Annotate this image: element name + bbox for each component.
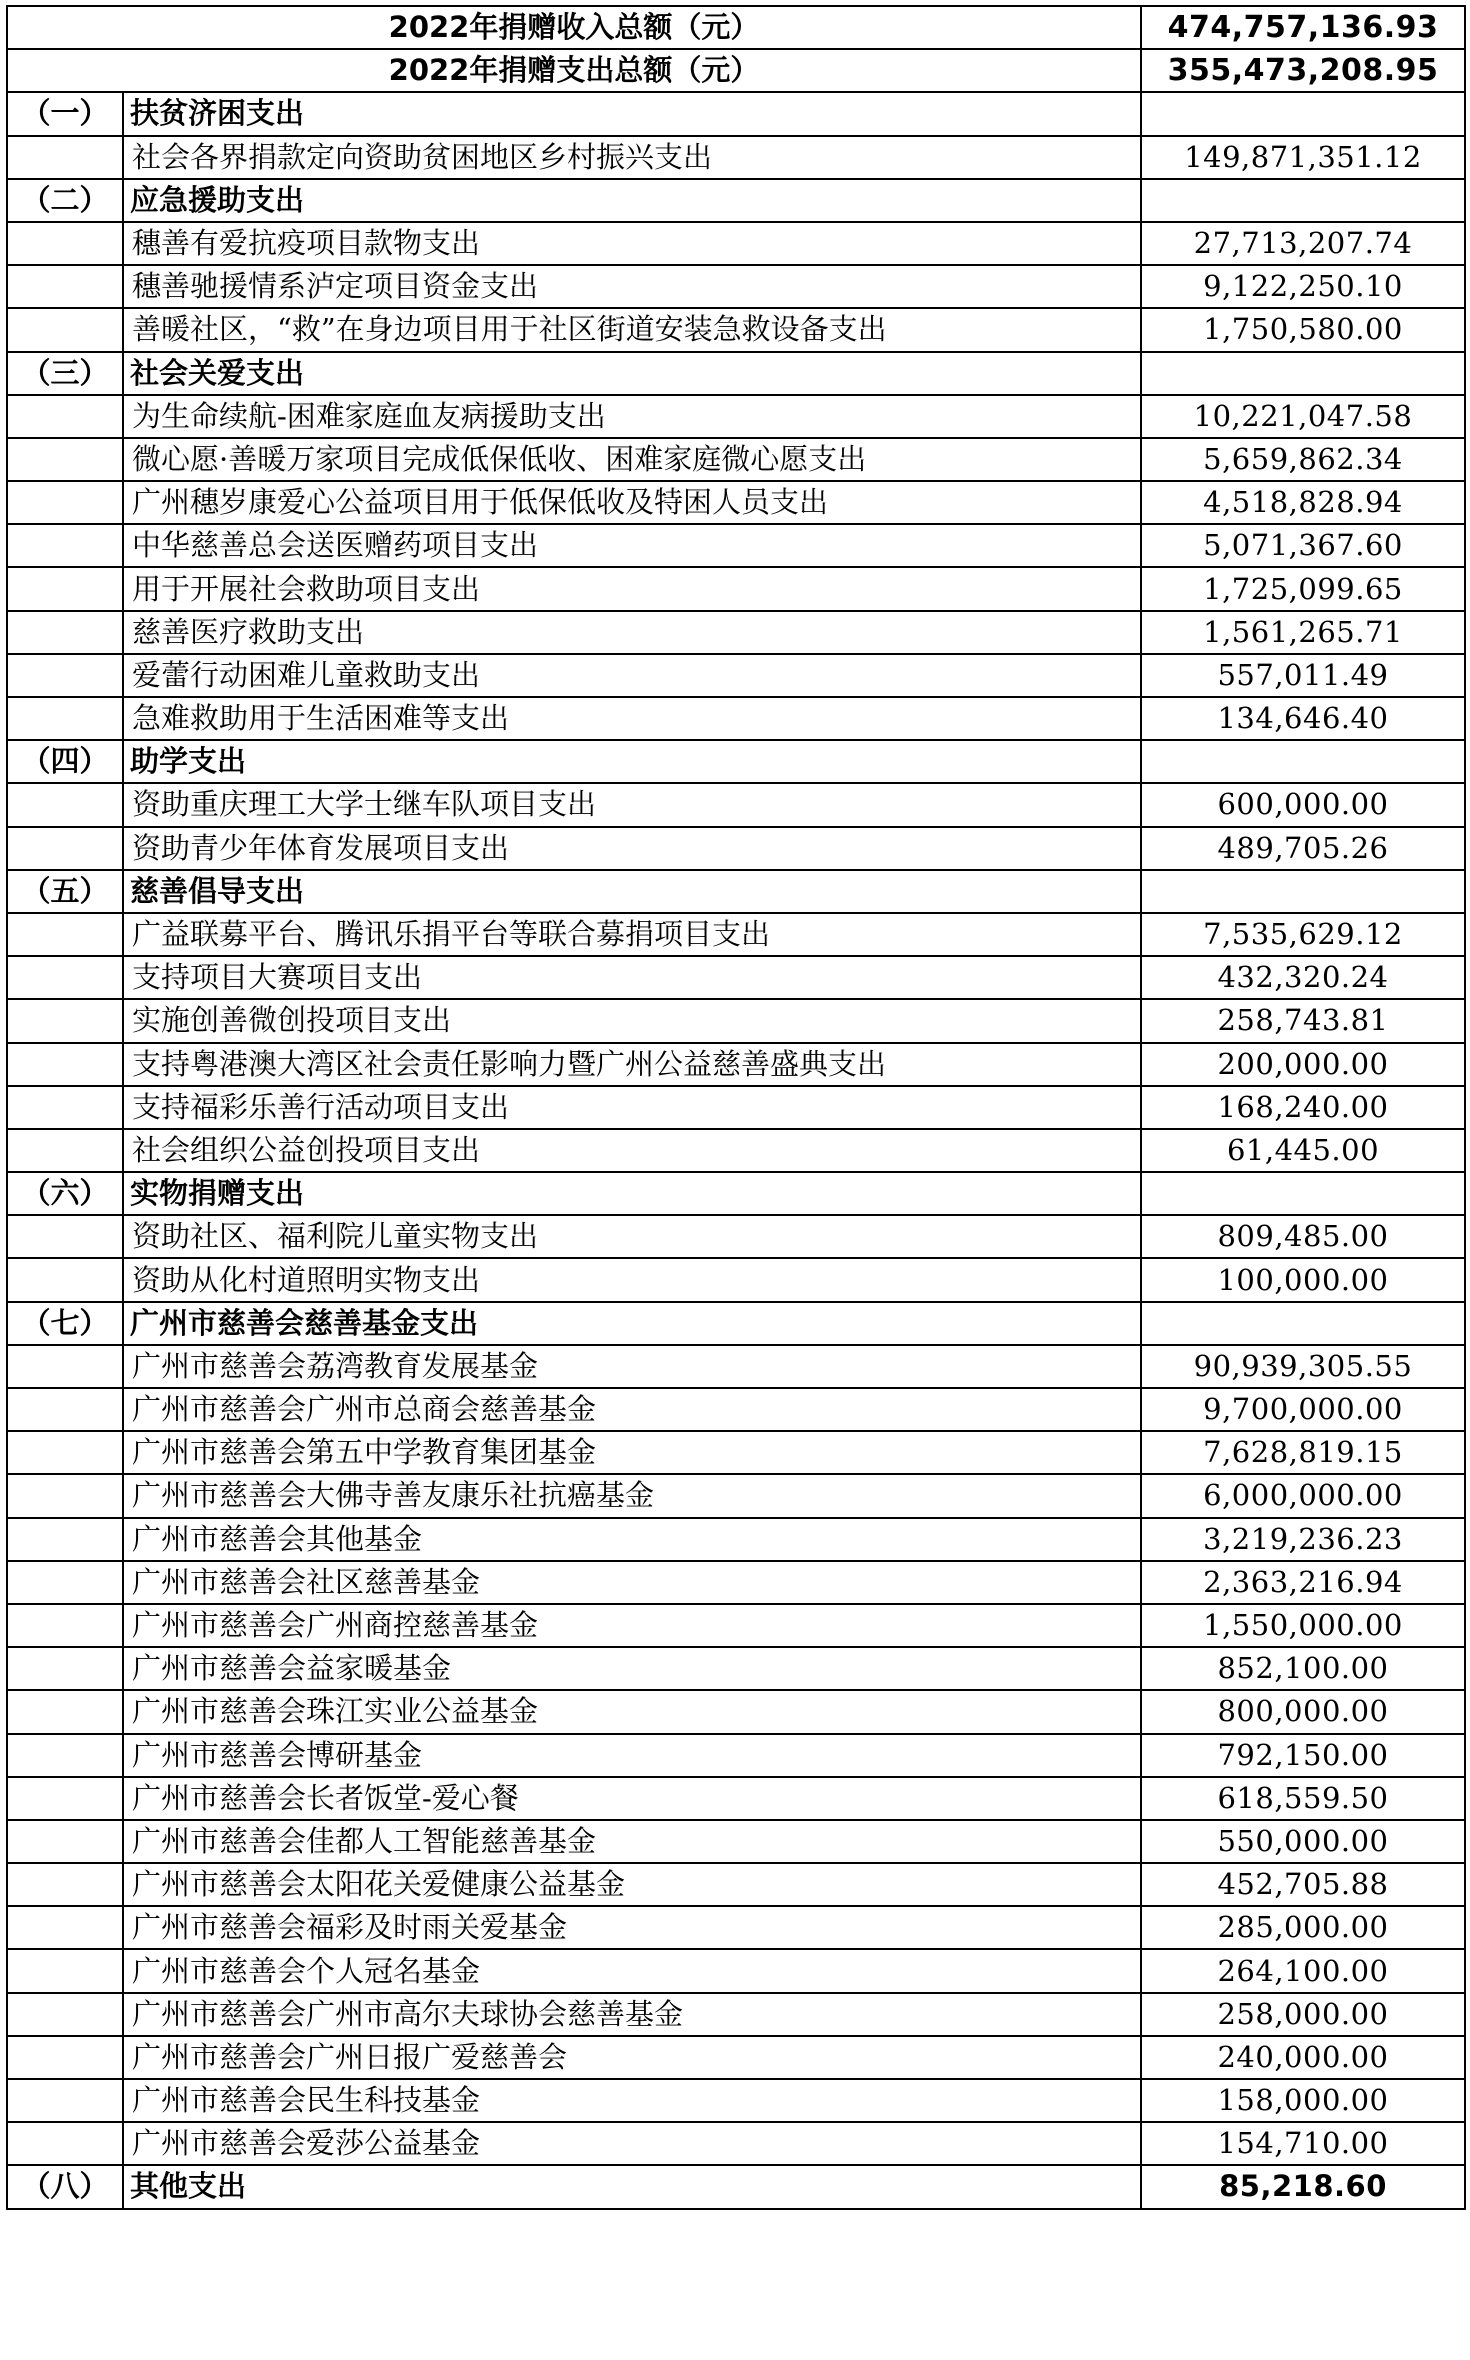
- item-amount: 158,000.00: [1141, 2079, 1465, 2122]
- item-name: 社会组织公益创投项目支出: [123, 1129, 1141, 1172]
- item-index-cell: [7, 1949, 123, 1992]
- category-number: （五）: [7, 870, 123, 913]
- item-index-cell: [7, 2079, 123, 2122]
- category-title: 应急援助支出: [123, 179, 1141, 222]
- item-name: 广州市慈善会大佛寺善友康乐社抗癌基金: [123, 1474, 1141, 1517]
- item-name: 广州市慈善会广州日报广爱慈善会: [123, 2036, 1141, 2079]
- item-name: 资助从化村道照明实物支出: [123, 1258, 1141, 1301]
- item-amount: 1,550,000.00: [1141, 1604, 1465, 1647]
- item-index-cell: [7, 524, 123, 567]
- table-row: [7, 1518, 1465, 1561]
- item-amount: 1,725,099.65: [1141, 567, 1465, 610]
- item-name: 广州市慈善会益家暖基金: [123, 1647, 1141, 1690]
- item-name: 广州市慈善会荔湾教育发展基金: [123, 1345, 1141, 1388]
- category-title: 实物捐赠支出: [123, 1172, 1141, 1215]
- item-amount: 3,219,236.23: [1141, 1518, 1465, 1561]
- item-name: 广州市慈善会珠江实业公益基金: [123, 1690, 1141, 1733]
- category-number: （四）: [7, 740, 123, 783]
- item-name: 广州市慈善会广州商控慈善基金: [123, 1604, 1141, 1647]
- item-amount: 618,559.50: [1141, 1777, 1465, 1820]
- item-amount: 264,100.00: [1141, 1949, 1465, 1992]
- category-amount: [1141, 870, 1465, 913]
- table-row: [7, 438, 1465, 481]
- table-row: [7, 136, 1465, 179]
- table-row: [7, 2079, 1465, 2122]
- category-title: 其他支出: [123, 2165, 1141, 2208]
- item-amount: 1,750,580.00: [1141, 308, 1465, 351]
- item-index-cell: [7, 1345, 123, 1388]
- table-row: [7, 1258, 1465, 1301]
- table-row: [7, 1215, 1465, 1258]
- item-name: 广州市慈善会博研基金: [123, 1734, 1141, 1777]
- item-name: 支持福彩乐善行活动项目支出: [123, 1086, 1141, 1129]
- item-index-cell: [7, 481, 123, 524]
- table-row: [7, 783, 1465, 826]
- item-name: 资助青少年体育发展项目支出: [123, 827, 1141, 870]
- item-index-cell: [7, 956, 123, 999]
- item-name: 微心愿·善暖万家项目完成低保低收、困难家庭微心愿支出: [123, 438, 1141, 481]
- table-row: [7, 1777, 1465, 1820]
- item-amount: 10,221,047.58: [1141, 395, 1465, 438]
- item-index-cell: [7, 1690, 123, 1733]
- table-row: [7, 1086, 1465, 1129]
- item-name: 支持项目大赛项目支出: [123, 956, 1141, 999]
- item-name: 善暖社区，“救”在身边项目用于社区街道安装急救设备支出: [123, 308, 1141, 351]
- item-index-cell: [7, 1474, 123, 1517]
- table-row: [7, 697, 1465, 740]
- table-row: [7, 999, 1465, 1042]
- total-amount: 355,473,208.95: [1141, 49, 1465, 92]
- item-index-cell: [7, 2122, 123, 2165]
- category-amount: 85,218.60: [1141, 2165, 1465, 2208]
- item-name: 广州市慈善会广州市高尔夫球协会慈善基金: [123, 1993, 1141, 2036]
- table-row: [7, 395, 1465, 438]
- item-amount: 258,000.00: [1141, 1993, 1465, 2036]
- item-index-cell: [7, 913, 123, 956]
- item-index-cell: [7, 1863, 123, 1906]
- item-index-cell: [7, 783, 123, 826]
- item-amount: 240,000.00: [1141, 2036, 1465, 2079]
- table-row: [7, 1906, 1465, 1949]
- item-name: 穗善驰援情系泸定项目资金支出: [123, 265, 1141, 308]
- item-index-cell: [7, 1518, 123, 1561]
- table-row: [7, 956, 1465, 999]
- item-index-cell: [7, 1561, 123, 1604]
- item-name: 广州市慈善会个人冠名基金: [123, 1949, 1141, 1992]
- donation-table: [6, 5, 1466, 2210]
- item-index-cell: [7, 1431, 123, 1474]
- donation-report-sheet: [6, 5, 1466, 2210]
- category-title: 扶贫济困支出: [123, 92, 1141, 135]
- item-amount: 149,871,351.12: [1141, 136, 1465, 179]
- item-amount: 489,705.26: [1141, 827, 1465, 870]
- item-amount: 452,705.88: [1141, 1863, 1465, 1906]
- item-amount: 7,535,629.12: [1141, 913, 1465, 956]
- item-amount: 600,000.00: [1141, 783, 1465, 826]
- item-amount: 61,445.00: [1141, 1129, 1465, 1172]
- category-number: （八）: [7, 2165, 123, 2208]
- table-row: [7, 1345, 1465, 1388]
- item-name: 资助社区、福利院儿童实物支出: [123, 1215, 1141, 1258]
- category-row: [7, 870, 1465, 913]
- total-label: 2022年捐赠支出总额（元）: [7, 49, 1141, 92]
- table-row: [7, 1474, 1465, 1517]
- item-index-cell: [7, 265, 123, 308]
- item-index-cell: [7, 1993, 123, 2036]
- table-row: [7, 1561, 1465, 1604]
- table-body: [7, 6, 1465, 2209]
- item-index-cell: [7, 308, 123, 351]
- category-amount: [1141, 1302, 1465, 1345]
- item-amount: 5,071,367.60: [1141, 524, 1465, 567]
- item-name: 社会各界捐款定向资助贫困地区乡村振兴支出: [123, 136, 1141, 179]
- item-name: 广益联募平台、腾讯乐捐平台等联合募捐项目支出: [123, 913, 1141, 956]
- item-name: 支持粤港澳大湾区社会责任影响力暨广州公益慈善盛典支出: [123, 1043, 1141, 1086]
- item-amount: 2,363,216.94: [1141, 1561, 1465, 1604]
- table-row: [7, 1734, 1465, 1777]
- table-row: [7, 1949, 1465, 1992]
- item-name: 广州市慈善会社区慈善基金: [123, 1561, 1141, 1604]
- item-index-cell: [7, 611, 123, 654]
- item-name: 广州市慈善会福彩及时雨关爱基金: [123, 1906, 1141, 1949]
- table-row: [7, 1690, 1465, 1733]
- item-amount: 6,000,000.00: [1141, 1474, 1465, 1517]
- item-index-cell: [7, 1604, 123, 1647]
- item-amount: 5,659,862.34: [1141, 438, 1465, 481]
- table-row: [7, 611, 1465, 654]
- item-index-cell: [7, 654, 123, 697]
- item-name: 为生命续航-困难家庭血友病援助支出: [123, 395, 1141, 438]
- table-row: [7, 1647, 1465, 1690]
- item-index-cell: [7, 222, 123, 265]
- category-number: （七）: [7, 1302, 123, 1345]
- category-amount: [1141, 1172, 1465, 1215]
- item-index-cell: [7, 1777, 123, 1820]
- table-row: [7, 524, 1465, 567]
- item-index-cell: [7, 1734, 123, 1777]
- table-row: [7, 222, 1465, 265]
- table-row: [7, 2036, 1465, 2079]
- item-name: 中华慈善总会送医赠药项目支出: [123, 524, 1141, 567]
- item-amount: 9,700,000.00: [1141, 1388, 1465, 1431]
- item-name: 广州市慈善会民生科技基金: [123, 2079, 1141, 2122]
- total-label: 2022年捐赠收入总额（元）: [7, 6, 1141, 49]
- table-row: [7, 2122, 1465, 2165]
- item-index-cell: [7, 1129, 123, 1172]
- item-amount: 168,240.00: [1141, 1086, 1465, 1129]
- category-title: 助学支出: [123, 740, 1141, 783]
- item-name: 用于开展社会救助项目支出: [123, 567, 1141, 610]
- item-amount: 792,150.00: [1141, 1734, 1465, 1777]
- item-amount: 100,000.00: [1141, 1258, 1465, 1301]
- table-row: [7, 1820, 1465, 1863]
- item-amount: 800,000.00: [1141, 1690, 1465, 1733]
- category-amount: [1141, 352, 1465, 395]
- table-row: [7, 1863, 1465, 1906]
- item-index-cell: [7, 438, 123, 481]
- table-row: [7, 265, 1465, 308]
- item-amount: 7,628,819.15: [1141, 1431, 1465, 1474]
- item-amount: 134,646.40: [1141, 697, 1465, 740]
- item-index-cell: [7, 1258, 123, 1301]
- category-row: [7, 92, 1465, 135]
- item-amount: 200,000.00: [1141, 1043, 1465, 1086]
- item-amount: 285,000.00: [1141, 1906, 1465, 1949]
- item-name: 广州市慈善会第五中学教育集团基金: [123, 1431, 1141, 1474]
- category-row: [7, 2165, 1465, 2208]
- category-number: （二）: [7, 179, 123, 222]
- item-name: 资助重庆理工大学士继车队项目支出: [123, 783, 1141, 826]
- item-name: 急难救助用于生活困难等支出: [123, 697, 1141, 740]
- item-index-cell: [7, 1086, 123, 1129]
- table-row: [7, 481, 1465, 524]
- category-amount: [1141, 179, 1465, 222]
- item-index-cell: [7, 1043, 123, 1086]
- category-row: [7, 740, 1465, 783]
- item-amount: 90,939,305.55: [1141, 1345, 1465, 1388]
- item-name: 广州市慈善会佳都人工智能慈善基金: [123, 1820, 1141, 1863]
- item-name: 穗善有爱抗疫项目款物支出: [123, 222, 1141, 265]
- item-name: 广州市慈善会广州市总商会慈善基金: [123, 1388, 1141, 1431]
- item-index-cell: [7, 1647, 123, 1690]
- table-row: [7, 1043, 1465, 1086]
- item-name: 广州市慈善会爱莎公益基金: [123, 2122, 1141, 2165]
- table-row: [7, 1431, 1465, 1474]
- total-row: [7, 6, 1465, 49]
- item-name: 爱蕾行动困难儿童救助支出: [123, 654, 1141, 697]
- item-name: 实施创善微创投项目支出: [123, 999, 1141, 1042]
- item-index-cell: [7, 136, 123, 179]
- category-amount: [1141, 92, 1465, 135]
- item-amount: 809,485.00: [1141, 1215, 1465, 1258]
- item-amount: 27,713,207.74: [1141, 222, 1465, 265]
- category-title: 广州市慈善会慈善基金支出: [123, 1302, 1141, 1345]
- item-amount: 1,561,265.71: [1141, 611, 1465, 654]
- table-row: [7, 567, 1465, 610]
- category-row: [7, 352, 1465, 395]
- item-index-cell: [7, 697, 123, 740]
- category-row: [7, 1302, 1465, 1345]
- category-number: （三）: [7, 352, 123, 395]
- category-number: （一）: [7, 92, 123, 135]
- table-row: [7, 1604, 1465, 1647]
- category-row: [7, 179, 1465, 222]
- table-row: [7, 827, 1465, 870]
- item-amount: 432,320.24: [1141, 956, 1465, 999]
- table-row: [7, 1993, 1465, 2036]
- item-index-cell: [7, 827, 123, 870]
- total-amount: 474,757,136.93: [1141, 6, 1465, 49]
- total-row: [7, 49, 1465, 92]
- item-index-cell: [7, 567, 123, 610]
- item-name: 广州市慈善会长者饭堂-爱心餐: [123, 1777, 1141, 1820]
- item-name: 广州穗岁康爱心公益项目用于低保低收及特困人员支出: [123, 481, 1141, 524]
- item-name: 广州市慈善会太阳花关爱健康公益基金: [123, 1863, 1141, 1906]
- item-amount: 258,743.81: [1141, 999, 1465, 1042]
- item-amount: 557,011.49: [1141, 654, 1465, 697]
- item-name: 广州市慈善会其他基金: [123, 1518, 1141, 1561]
- item-index-cell: [7, 2036, 123, 2079]
- table-row: [7, 1129, 1465, 1172]
- item-index-cell: [7, 999, 123, 1042]
- category-number: （六）: [7, 1172, 123, 1215]
- item-index-cell: [7, 1906, 123, 1949]
- category-amount: [1141, 740, 1465, 783]
- item-amount: 154,710.00: [1141, 2122, 1465, 2165]
- table-row: [7, 654, 1465, 697]
- table-row: [7, 308, 1465, 351]
- item-amount: 852,100.00: [1141, 1647, 1465, 1690]
- item-amount: 9,122,250.10: [1141, 265, 1465, 308]
- category-row: [7, 1172, 1465, 1215]
- table-row: [7, 1388, 1465, 1431]
- item-index-cell: [7, 1215, 123, 1258]
- category-title: 慈善倡导支出: [123, 870, 1141, 913]
- item-amount: 4,518,828.94: [1141, 481, 1465, 524]
- table-row: [7, 913, 1465, 956]
- item-index-cell: [7, 1388, 123, 1431]
- item-name: 慈善医疗救助支出: [123, 611, 1141, 654]
- item-amount: 550,000.00: [1141, 1820, 1465, 1863]
- item-index-cell: [7, 1820, 123, 1863]
- category-title: 社会关爱支出: [123, 352, 1141, 395]
- item-index-cell: [7, 395, 123, 438]
